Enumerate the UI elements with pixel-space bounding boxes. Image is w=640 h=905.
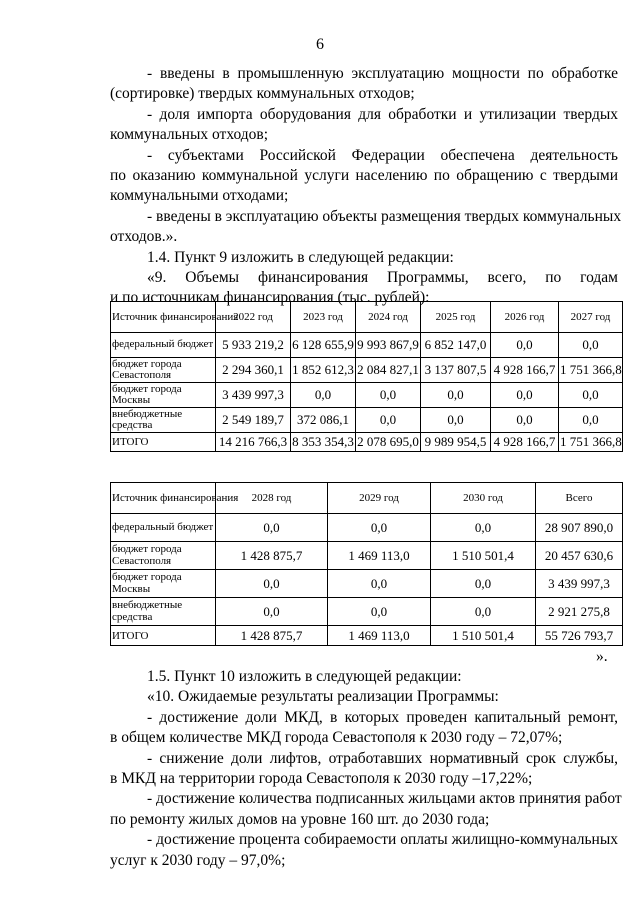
text-line: - достижение доли МКД, в которых проведен капитальный ремонт,	[147, 708, 618, 726]
text-line: в МКД на территории города Севастополя к 2030 году –17,22%;	[110, 770, 533, 788]
column-header-year: 2030 год	[431, 483, 536, 514]
table-cell: 14 216 766,3	[216, 433, 291, 452]
table-cell: 2 921 275,8	[536, 598, 623, 626]
table-cell: 0,0	[291, 383, 356, 408]
table-row	[111, 333, 623, 358]
body-text-top	[110, 64, 622, 309]
quote-close: ».	[596, 648, 608, 665]
table-cell: 1 510 501,4	[431, 542, 536, 570]
table-cell: 0,0	[216, 598, 328, 626]
text-line: 1.4. Пункт 9 изложить в следующей редакции:	[147, 248, 454, 266]
table-cell: 0,0	[328, 598, 431, 626]
financing-table-2022-2027	[110, 301, 623, 452]
table-cell: 1 428 875,7	[216, 626, 328, 646]
row-label: бюджет города Севастополя	[111, 542, 216, 570]
row-label: ИТОГО	[111, 626, 216, 646]
table-cell: 2 549 189,7	[216, 408, 291, 433]
table-cell: 3 137 807,5	[421, 358, 491, 383]
table-cell: 2 294 360,1	[216, 358, 291, 383]
table-cell: 3 439 997,3	[536, 570, 623, 598]
table-cell: 6 852 147,0	[421, 333, 491, 358]
text-line: (сортировке) твердых коммунальных отходов;	[110, 85, 415, 103]
table-cell: 0,0	[216, 514, 328, 542]
table-cell: 9 989 954,5	[421, 433, 491, 452]
table-cell: 6 128 655,9	[291, 333, 356, 358]
table-cell: 0,0	[328, 570, 431, 598]
row-label: внебюджетные средства	[111, 598, 216, 626]
column-header-year: 2025 год	[421, 302, 491, 333]
table-row	[111, 542, 623, 570]
column-header-year: 2022 год	[216, 302, 291, 333]
body-text-bottom	[110, 667, 622, 871]
table-cell: 0,0	[421, 383, 491, 408]
column-header-year: 2029 год	[328, 483, 431, 514]
table-cell: 20 457 630,6	[536, 542, 623, 570]
column-header-year: 2024 год	[356, 302, 421, 333]
column-header-year: 2026 год	[491, 302, 559, 333]
table-cell: 0,0	[356, 383, 421, 408]
table-cell: 0,0	[559, 333, 623, 358]
table-cell: 4 928 166,7	[491, 433, 559, 452]
table-cell: 1 852 612,3	[291, 358, 356, 383]
table-row	[111, 408, 623, 433]
table-cell: 1 751 366,8	[559, 433, 623, 452]
table-cell: 0,0	[356, 408, 421, 433]
text-line: - достижение количества подписанных жильцами актов принятия работ	[147, 790, 622, 808]
financing-table-2028-2030	[110, 482, 623, 646]
text-line: коммунальных отходов;	[110, 126, 269, 144]
text-line: - введены в промышленную эксплуатацию мощности по обработке	[147, 65, 618, 82]
text-line: «9. Объемы финансирования Программы, всего, по годам	[147, 269, 618, 287]
text-line: - введены в эксплуатацию объекты размещения твердых коммунальных	[147, 207, 622, 225]
text-line: «10. Ожидаемые результаты реализации Программы:	[147, 688, 499, 706]
table-cell: 1 751 366,8	[559, 358, 623, 383]
text-line: - доля импорта оборудования для обработки и утилизации твердых	[147, 105, 618, 123]
table-row	[111, 514, 623, 542]
row-label: бюджет города Москвы	[111, 570, 216, 598]
text-line: - субъектами Российской Федерации обеспечена деятельность	[147, 146, 618, 164]
table-row	[111, 570, 623, 598]
column-header-year: 2023 год	[291, 302, 356, 333]
table-cell: 0,0	[216, 570, 328, 598]
text-line: по ремонту жилых домов на уровне 160 шт. до 2030 года;	[110, 810, 490, 828]
table-row	[111, 626, 623, 646]
table-cell: 8 353 354,3	[291, 433, 356, 452]
table-cell: 3 439 997,3	[216, 383, 291, 408]
table-row	[111, 383, 623, 408]
column-header-year: 2027 год	[559, 302, 623, 333]
table-cell: 0,0	[431, 570, 536, 598]
text-line: - снижение доли лифтов, отработавших нормативный срок службы,	[147, 749, 618, 767]
table-cell: 0,0	[328, 514, 431, 542]
table-cell: 1 469 113,0	[328, 542, 431, 570]
column-header-year: 2028 год	[216, 483, 328, 514]
row-label: бюджет города Москвы	[111, 383, 216, 408]
table-cell: 2 078 695,0	[356, 433, 421, 452]
table-cell: 5 933 219,2	[216, 333, 291, 358]
table-cell: 0,0	[559, 408, 623, 433]
text-line: и по источникам финансирования (тыс. рублей):	[110, 289, 430, 307]
row-label: федеральный бюджет	[111, 514, 216, 542]
table-cell: 0,0	[491, 333, 559, 358]
table-row	[111, 598, 623, 626]
table-row	[111, 433, 623, 452]
text-line: - достижение процента собираемости оплаты жилищно-коммунальных	[147, 831, 618, 849]
table-cell: 4 928 166,7	[491, 358, 559, 383]
table-cell: 1 510 501,4	[431, 626, 536, 646]
column-header-year: Всего	[536, 483, 623, 514]
text-line: услуг к 2030 году – 97,0%;	[110, 851, 286, 869]
table-cell: 0,0	[559, 383, 623, 408]
text-line: 1.5. Пункт 10 изложить в следующей редакции:	[147, 668, 462, 685]
table-cell: 0,0	[431, 598, 536, 626]
table-cell: 0,0	[421, 408, 491, 433]
table-cell: 1 469 113,0	[328, 626, 431, 646]
table-cell: 55 726 793,7	[536, 626, 623, 646]
column-header-source: Источник финансирования	[111, 302, 216, 333]
table-cell: 1 428 875,7	[216, 542, 328, 570]
table-cell: 0,0	[431, 514, 536, 542]
table-cell: 9 993 867,9	[356, 333, 421, 358]
text-line: в общем количестве МКД города Севастополя к 2030 году – 72,07%;	[110, 729, 563, 747]
table-row	[111, 358, 623, 383]
text-line: коммунальными отходами;	[110, 187, 289, 205]
row-label: внебюджетные средства	[111, 408, 216, 433]
table-cell: 2 084 827,1	[356, 358, 421, 383]
text-line: отходов.».	[110, 228, 178, 246]
table-cell: 372 086,1	[291, 408, 356, 433]
text-line: по оказанию коммунальной услуги населению по обращению с твердыми	[110, 167, 618, 185]
table-cell: 28 907 890,0	[536, 514, 623, 542]
column-header-source: Источник финансирования	[111, 483, 216, 514]
row-label: федеральный бюджет	[111, 333, 216, 358]
page-number: 6	[316, 36, 324, 53]
row-label: бюджет города Севастополя	[111, 358, 216, 383]
table-cell: 0,0	[491, 383, 559, 408]
table-cell: 0,0	[491, 408, 559, 433]
row-label: ИТОГО	[111, 433, 216, 452]
